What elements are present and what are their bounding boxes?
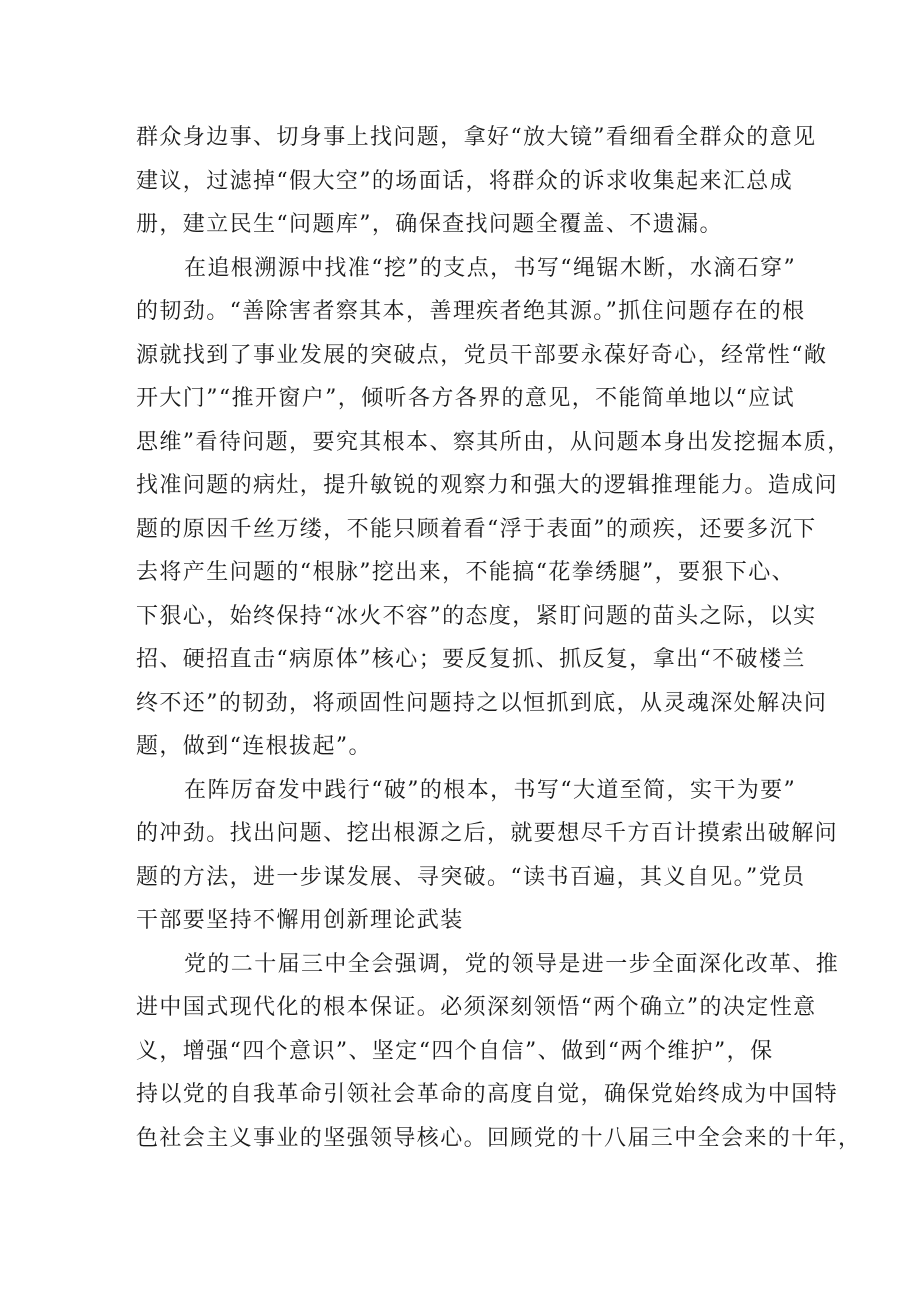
paragraph-2-line-8: 去将产生问题的“根脉”挖出来，不能搞“花拳绣腿”，要狠下心、 [136,560,795,585]
paragraph-1-line-3: 册，建立民生“问题库”，确保查找问题全覆盖、不遗漏。 [136,212,723,237]
paragraph-3-line-1: 在阵厉奋发中践行“破”的根本，书写“大道至简，实干为要” [184,778,797,803]
paragraph-4-line-2: 进中国式现代化的根本保证。必须深刻领悟“两个确立”的决定性意 [136,995,817,1020]
paragraph-4-line-4: 持以党的自我革命引领社会革命的高度自觉，确保党始终成为中国特 [136,1082,839,1107]
paragraph-2-line-3: 源就找到了事业发展的突破点，党员干部要永葆好奇心，经常性“敞 [136,343,828,368]
paragraph-2-line-5: 思维”看待问题，要究其根本、察其所由，从问题本身出发挖掘本质， [136,430,851,455]
paragraph-2-line-9: 下狠心，始终保持“冰火不容”的态度，紧盯问题的苗头之际，以实 [136,604,817,629]
paragraph-3-line-2: 的冲劲。找出问题、挖出根源之后，就要想尽千方百计摸索出破解问 [136,821,839,846]
paragraph-2-line-1: 在追根溯源中找准“挖”的支点，书写“绳锯木断，水滴石穿” [184,256,797,281]
paragraph-2-line-11: 终不还”的韧劲，将顽固性问题持之以恒抓到底，从灵魂深处解决问 [136,691,828,716]
paragraph-2-line-2: 的韧劲。“善除害者察其本，善理疾者绝其源。”抓住问题存在的根 [136,299,806,324]
paragraph-2-line-4: 开大门”“推开窗户”，倾听各方各界的意见，不能简单地以“应试 [136,386,795,411]
paragraph-4-line-1: 党的二十届三中全会强调，党的领导是进一步全面深化改革、推 [184,952,840,977]
paragraph-2-line-12: 题，做到“连根拔起”。 [136,734,372,759]
paragraph-4-line-5: 色社会主义事业的坚强领导核心。回顾党的十八届三中全会来的十年， [136,1126,862,1151]
paragraph-4-line-3: 义，增强“四个意识”、坚定“四个自信”、做到“两个维护”，保 [136,1039,774,1064]
paragraph-2-line-10: 招、硬招直击“病原体”核心；要反复抓、抓反复，拿出“不破楼兰 [136,647,806,672]
paragraph-2-line-6: 找准问题的病灶，提升敏锐的观察力和强大的逻辑推理能力。造成问 [136,473,839,498]
paragraph-2-line-7: 题的原因千丝万缕，不能只顾着看“浮于表面”的顽疾，还要多沉下 [136,517,817,542]
paragraph-3-line-4: 干部要坚持不懈用创新理论武装 [136,908,464,933]
paragraph-1-line-1: 群众身边事、切身事上找问题，拿好“放大镜”看细看全群众的意见 [136,125,817,150]
paragraph-3-line-3: 题的方法，进一步谋发展、寻突破。“读书百遍，其义自见。”党员 [136,865,806,890]
paragraph-1-line-2: 建议，过滤掉“假大空”的场面话，将群众的诉求收集起来汇总成 [136,169,794,194]
